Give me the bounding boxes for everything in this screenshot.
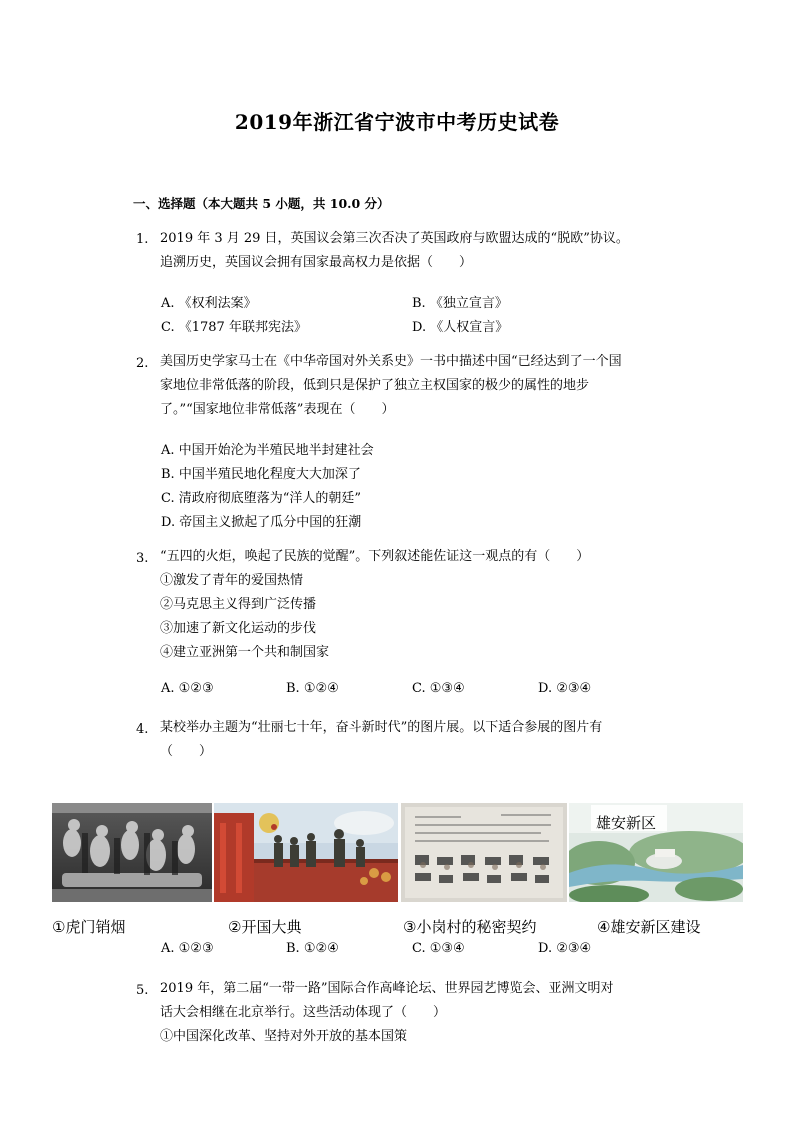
question-3-statement-2: ②马克思主义得到广泛传播 — [160, 597, 317, 612]
question-2-line-3: 了。”“国家地位非常低落”表现在（ ） — [160, 402, 395, 417]
question-2-option-b[interactable]: B. 中国半殖民地化程度大大加深了 — [161, 467, 361, 482]
question-3-number: 3. — [136, 551, 149, 566]
question-2-option-d[interactable]: D. 帝国主义掀起了瓜分中国的狂潮 — [161, 515, 362, 530]
question-4-option-b[interactable]: B. ①②④ — [286, 941, 339, 956]
question-3-option-b[interactable]: B. ①②④ — [286, 681, 339, 696]
question-2-number: 2. — [136, 356, 149, 371]
image-caption-1: ①虎门销烟 — [52, 918, 126, 936]
question-4-line-1: 某校举办主题为“壮丽七十年，奋斗新时代”的图片展。以下适合参展的图片有 — [160, 720, 603, 735]
section-heading: 一、选择题（本大题共 5 小题，共 10.0 分） — [133, 196, 390, 211]
question-2-line-1: 美国历史学家马士在《中华帝国对外关系史》一书中描述中国“已经达到了一个国 — [160, 354, 622, 369]
question-2-option-a[interactable]: A. 中国开始沦为半殖民地半封建社会 — [161, 443, 374, 458]
question-1-option-d[interactable]: D. 《人权宣言》 — [412, 320, 509, 335]
question-4-number: 4. — [136, 722, 149, 737]
question-2-option-c[interactable]: C. 清政府彻底堕落为“洋人的朝廷” — [161, 491, 362, 506]
image-caption-2: ②开国大典 — [228, 918, 302, 936]
question-4-option-a[interactable]: A. ①②③ — [161, 941, 214, 956]
image-xiaogang-contract — [401, 803, 567, 902]
question-1-option-b[interactable]: B. 《独立宣言》 — [412, 296, 508, 311]
question-3-statement-1: ①激发了青年的爱国热情 — [160, 573, 304, 588]
question-5-statement-1: ①中国深化改革、坚持对外开放的基本国策 — [160, 1029, 408, 1044]
question-1-line-2: 追溯历史，英国议会拥有国家最高权力是依据（ ） — [160, 255, 473, 270]
question-3-statement-3: ③加速了新文化运动的步伐 — [160, 621, 317, 636]
image-caption-4: ④雄安新区建设 — [597, 918, 701, 936]
question-1-option-c[interactable]: C. 《1787 年联邦宪法》 — [161, 320, 307, 335]
question-3-option-a[interactable]: A. ①②③ — [161, 681, 214, 696]
question-3-line-1: “五四的火炬，唤起了民族的觉醒”。下列叙述能佐证这一观点的有（ ） — [160, 549, 590, 564]
question-5-number: 5. — [136, 983, 149, 998]
question-5-line-1: 2019 年，第二届“一带一路”国际合作高峰论坛、世界园艺博览会、亚洲文明对 — [160, 981, 614, 996]
question-2-line-2: 家地位非常低落的阶段，低到只是保护了独立主权国家的极少的属性的地步 — [160, 378, 590, 393]
question-4-line-2: （ ） — [160, 744, 213, 759]
image-founding-ceremony — [214, 803, 398, 902]
image-humen-relief — [52, 803, 212, 902]
question-3-option-c[interactable]: C. ①③④ — [412, 681, 465, 696]
image-label-xiongan: 雄安新区 — [596, 814, 657, 832]
question-4-option-c[interactable]: C. ①③④ — [412, 941, 465, 956]
question-4-option-d[interactable]: D. ②③④ — [538, 941, 592, 956]
question-1-line-1: 2019 年 3 月 29 日，英国议会第三次否决了英国政府与欧盟达成的“脱欧”协议。 — [160, 231, 629, 246]
question-1-option-a[interactable]: A. 《权利法案》 — [161, 296, 257, 311]
page-title: 2019年浙江省宁波市中考历史试卷 — [234, 110, 560, 134]
question-5-line-2: 话大会相继在北京举行。这些活动体现了（ ） — [160, 1005, 447, 1020]
question-3-option-d[interactable]: D. ②③④ — [538, 681, 592, 696]
question-3-statement-4: ④建立亚洲第一个共和制国家 — [160, 645, 330, 660]
image-caption-3: ③小岗村的秘密契约 — [403, 918, 537, 936]
question-1-number: 1. — [136, 232, 149, 247]
